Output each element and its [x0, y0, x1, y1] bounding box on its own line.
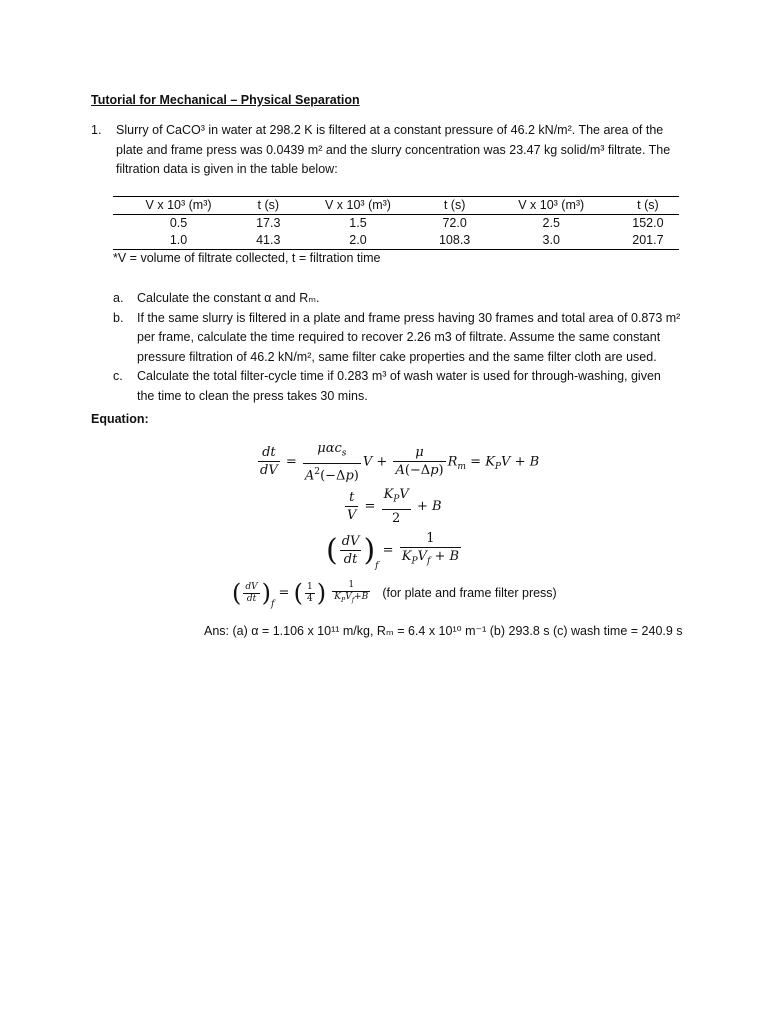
part-label: a. [113, 291, 124, 305]
table-header-cell: V x 10³ (m³) [518, 198, 585, 212]
table-cell: 72.0 [442, 216, 467, 230]
filtration-data-table [113, 196, 679, 250]
table-cell: 0.5 [169, 216, 188, 230]
table-footnote: *V = volume of filtrate collected, t = filtration time [113, 251, 381, 265]
part-line: Calculate the total filter-cycle time if 0.283 m³ of wash water is used for through-washing, given [137, 369, 661, 383]
table-header-cell: V x 10³ (m³) [325, 198, 391, 212]
table-cell: 152.0 [632, 216, 664, 230]
table-cell: 2.0 [349, 233, 367, 247]
equation-heading: Equation: [91, 412, 149, 426]
question-line: plate and frame press was 0.0439 m² and the slurry concentration was 23.47 kg solid/m³ filtrate. The [116, 142, 671, 157]
part-line: the time to clean the press takes 30 mins. [137, 388, 368, 403]
part-a [113, 289, 693, 309]
table-cell: 1.5 [349, 216, 367, 230]
table-row [113, 215, 679, 233]
part-c [113, 367, 693, 406]
answer-line: Ans: (a) α = 1.106 x 10¹¹ m/kg, Rₘ = 6.4 x 10¹⁰ m⁻¹ (b) 293.8 s (c) wash time = 240.9 s [204, 624, 683, 638]
equation-final-rate: ( $\frac{dV}{dt}$ )$_f$ = $\frac{1}{K_PV_f + B}$ [326, 531, 460, 571]
question-parts [113, 289, 693, 406]
part-line: Calculate the constant α and Rₘ. [137, 291, 320, 305]
question-line: Slurry of CaCO³ in water at 298.2 K is filtered at a constant pressure of 46.2 kN/m². The area of the [116, 123, 664, 137]
table-header-row [113, 197, 679, 215]
part-label: c. [113, 369, 123, 383]
table-header-cell: t (s) [637, 198, 659, 212]
equation-plate-frame: ( $\frac{dV}{dt}$ )$_f$ = ( $\frac{1}{4}$ ) $\frac{1}{K_PV_f+B}$ (for plate and frame filter press) [232, 579, 557, 610]
table-cell: 201.7 [632, 233, 664, 247]
table-cell: 17.3 [256, 216, 281, 230]
equation-filtration-rate: $\frac{dt}{dV}$ = $\frac{\mu\alpha c_s}{A^2(-\Delta p)}$ V + $\frac{\mu}{A(-\Delta p)}$ $R_m = K_PV + B$ [260, 441, 540, 483]
table-cell: 3.0 [542, 233, 560, 247]
part-b [113, 309, 693, 368]
part-label: b. [113, 310, 124, 325]
part-line: If the same slurry is filtered in a plate and frame press having 30 frames and total area of 0.873 m² [137, 310, 681, 325]
question-line: filtration data is given in the table below: [116, 162, 338, 176]
table-row [113, 232, 679, 250]
table-cell: 108.3 [438, 233, 471, 247]
table-header-cell: V x 10³ (m³) [145, 198, 212, 212]
table-header-cell: t (s) [257, 198, 280, 212]
document-title: Tutorial for Mechanical – Physical Separation [91, 93, 360, 107]
part-line: per frame, calculate the time required to recover 2.26 m3 of filtrate. Assume the same constant [137, 330, 661, 344]
table-cell: 1.0 [169, 233, 188, 247]
table-cell: 41.3 [256, 233, 281, 247]
table-cell: 2.5 [542, 216, 560, 230]
equation-integrated: $\frac{t}{V}$ = $\frac{K_PV}{2}$ + B [347, 487, 442, 526]
part-line: pressure filtration of 46.2 kN/m², same filter cake properties and the same filter cloth are used. [137, 349, 657, 364]
equation-note: (for plate and frame filter press) [382, 586, 557, 600]
question-number: 1. [91, 123, 102, 137]
table-header-cell: t (s) [443, 198, 466, 212]
question-1 [91, 121, 691, 180]
